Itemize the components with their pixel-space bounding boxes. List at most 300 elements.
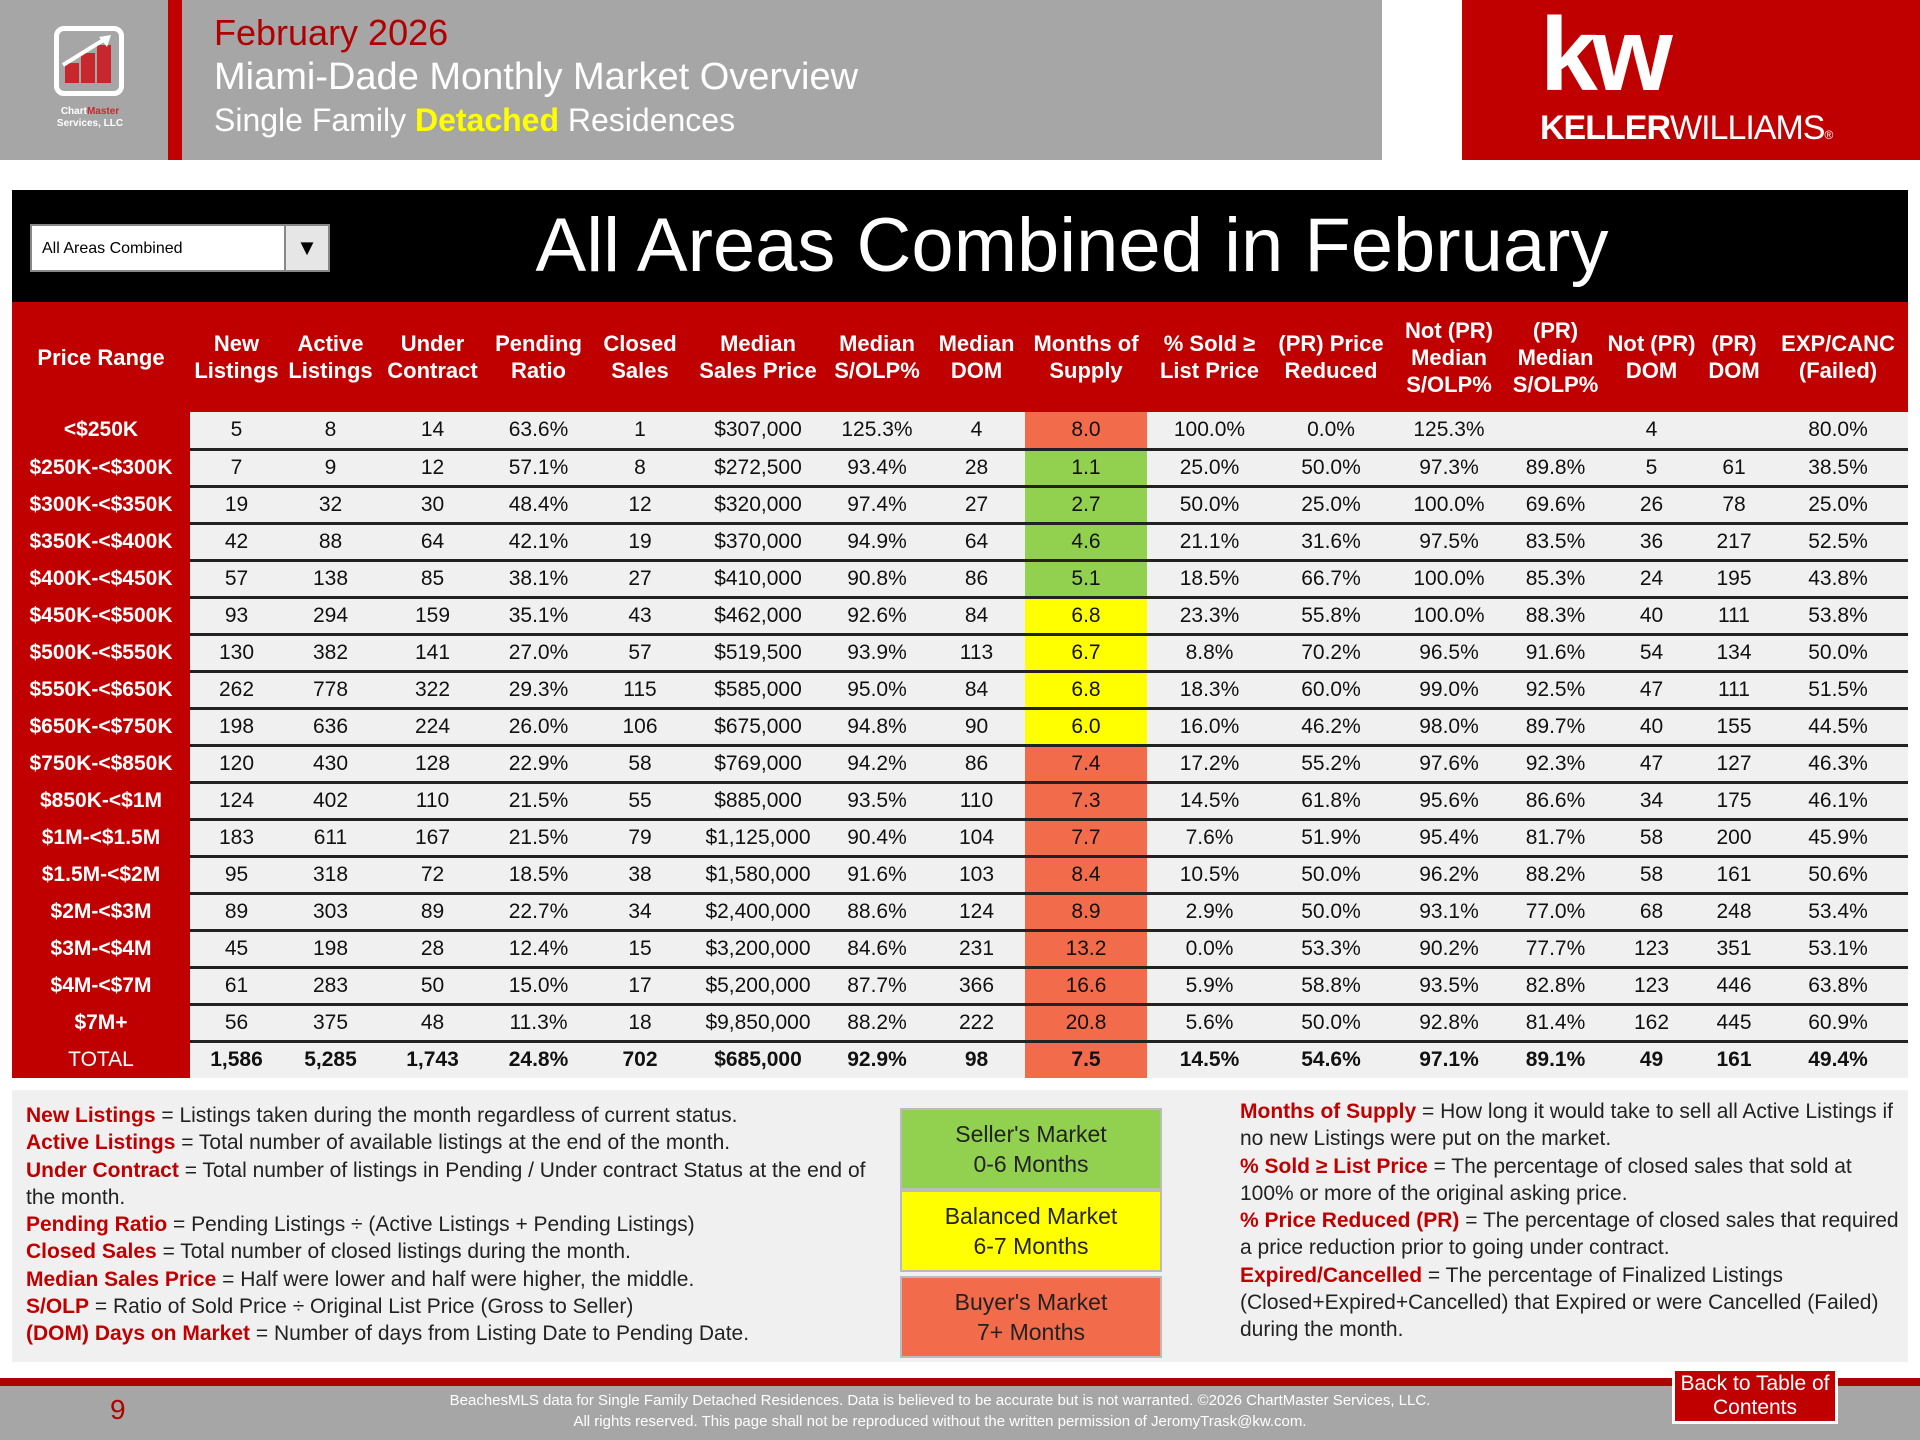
table-cell: 88 [283,523,378,560]
table-cell: 90 [928,708,1025,745]
column-header: New Listings [190,302,283,412]
table-cell: 61 [1700,449,1768,486]
table-cell: 38 [590,856,690,893]
definition-term: Active Listings [26,1131,176,1155]
table-cell: 84.6% [826,930,928,967]
definition-item [1240,1207,1900,1262]
price-range-cell: $650K-<$750K [12,708,190,745]
months-of-supply-cell: 5.1 [1025,560,1147,597]
table-cell: 5,285 [283,1041,378,1078]
table-cell: 93.5% [826,782,928,819]
table-cell: 94.2% [826,745,928,782]
table-cell: 134 [1700,634,1768,671]
table-cell: 52.5% [1768,523,1908,560]
price-range-cell: $300K-<$350K [12,486,190,523]
months-of-supply-cell: 7.7 [1025,819,1147,856]
price-range-cell: $250K-<$300K [12,449,190,486]
table-row [12,930,1908,967]
table-cell: $320,000 [690,486,826,523]
table-cell: 40 [1603,708,1700,745]
table-cell: 14.5% [1147,1041,1272,1078]
price-range-cell: $550K-<$650K [12,671,190,708]
definition-item [1240,1262,1900,1344]
table-cell: 57.1% [487,449,590,486]
definition-term: Closed Sales [26,1240,157,1264]
table-cell: 123 [1603,967,1700,1004]
table-cell: 159 [378,597,487,634]
table-cell: 97.1% [1390,1041,1508,1078]
table-cell: 92.5% [1508,671,1603,708]
chartmaster-logo [48,24,132,134]
table-cell: 72 [378,856,487,893]
header-divider [168,0,182,160]
table-cell: 24.8% [487,1041,590,1078]
table-cell: 45 [190,930,283,967]
table-cell: $272,500 [690,449,826,486]
table-cell: 60.0% [1272,671,1390,708]
table-cell: 50.0% [1272,856,1390,893]
table-cell: 15 [590,930,690,967]
table-cell: 88.6% [826,893,928,930]
table-cell: 22.7% [487,893,590,930]
months-of-supply-cell: 6.8 [1025,671,1147,708]
table-cell: 636 [283,708,378,745]
table-cell: 49 [1603,1041,1700,1078]
table-cell: 66.7% [1272,560,1390,597]
table-cell: 93.4% [826,449,928,486]
table-cell: 55 [590,782,690,819]
table-cell: 50.0% [1272,893,1390,930]
table-cell: 262 [190,671,283,708]
table-cell: 16.0% [1147,708,1272,745]
table-cell: 0.0% [1147,930,1272,967]
table-cell: 1,586 [190,1041,283,1078]
table-cell: 294 [283,597,378,634]
table-cell: 100.0% [1147,412,1272,449]
table-cell: 4 [928,412,1025,449]
table-cell: 26 [1603,486,1700,523]
definition-term: (DOM) Days on Market [26,1322,251,1346]
table-cell: 12 [378,449,487,486]
months-of-supply-cell: 13.2 [1025,930,1147,967]
table-cell: 198 [190,708,283,745]
table-cell: $2,400,000 [690,893,826,930]
definition-term: Median Sales Price [26,1267,217,1291]
table-cell: 104 [928,819,1025,856]
table-cell: 130 [190,634,283,671]
column-header: (PR) Price Reduced [1272,302,1390,412]
table-cell: 22.9% [487,745,590,782]
table-cell: 69.6% [1508,486,1603,523]
price-range-cell: $2M-<$3M [12,893,190,930]
table-cell: 48.4% [487,486,590,523]
table-row [12,523,1908,560]
table-cell: 32 [283,486,378,523]
table-cell: 53.8% [1768,597,1908,634]
table-row [12,449,1908,486]
table-cell: 366 [928,967,1025,1004]
table-cell: 27 [928,486,1025,523]
table-cell: 91.6% [1508,634,1603,671]
table-cell: 82.8% [1508,967,1603,1004]
table-row [12,893,1908,930]
sellers-market-key: Seller's Market 0-6 Months [900,1108,1162,1190]
table-cell: $885,000 [690,782,826,819]
definition-text: = Ratio of Sold Price ÷ Original List Price (Gross to Seller) [89,1295,634,1319]
table-cell: 63.8% [1768,967,1908,1004]
table-cell: 8 [590,449,690,486]
table-cell: 97.5% [1390,523,1508,560]
definition-item [26,1320,896,1347]
price-range-cell: $3M-<$4M [12,930,190,967]
table-cell: 18 [590,1004,690,1041]
definition-term: Expired/Cancelled [1240,1263,1423,1287]
months-of-supply-cell: 6.7 [1025,634,1147,671]
table-cell: 29.3% [487,671,590,708]
header-band [0,0,1382,160]
table-cell: 80.0% [1768,412,1908,449]
table-cell: 43 [590,597,690,634]
definition-text: = The percentage of Finalized Listings (Closed+Expired+Cancelled) that Expired or were Cancelled (Failed) during the month. [1240,1263,1879,1342]
table-cell: 155 [1700,708,1768,745]
table-cell: 15.0% [487,967,590,1004]
table-cell: 125.3% [1390,412,1508,449]
definition-term: S/OLP [26,1295,90,1319]
table-cell: 25.0% [1272,486,1390,523]
table-cell: $685,000 [690,1041,826,1078]
table-cell: 70.2% [1272,634,1390,671]
table-cell: 18.5% [487,856,590,893]
price-range-cell: $850K-<$1M [12,782,190,819]
table-cell: 95 [190,856,283,893]
table-cell: 9 [283,449,378,486]
table-cell: 90.2% [1390,930,1508,967]
trend-arrow-icon [61,33,117,67]
price-range-cell: $500K-<$550K [12,634,190,671]
table-row [12,671,1908,708]
table-cell: 89 [190,893,283,930]
area-select-dropdown[interactable] [30,224,330,272]
table-cell: 161 [1700,856,1768,893]
table-cell: 162 [1603,1004,1700,1041]
table-cell: 89 [378,893,487,930]
column-header: Under Contract [378,302,487,412]
table-cell: 103 [928,856,1025,893]
table-cell: 85 [378,560,487,597]
table-cell: 68 [1603,893,1700,930]
column-header: Active Listings [283,302,378,412]
table-cell: 61 [190,967,283,1004]
months-of-supply-cell: 2.7 [1025,486,1147,523]
table-cell: 100.0% [1390,597,1508,634]
table-cell: 60.9% [1768,1004,1908,1041]
table-cell: 11.3% [487,1004,590,1041]
table-cell: 43.8% [1768,560,1908,597]
table-cell: $9,850,000 [690,1004,826,1041]
chevron-down-icon[interactable]: ▼ [284,226,328,270]
table-cell: 5.6% [1147,1004,1272,1041]
panel-title: All Areas Combined in February [535,203,1609,288]
table-cell: 21.5% [487,819,590,856]
chart-icon [54,26,124,96]
price-range-cell: $350K-<$400K [12,523,190,560]
table-cell: 23.3% [1147,597,1272,634]
table-cell: 40 [1603,597,1700,634]
kw-mark: kw [1540,0,1667,113]
price-range-cell: $1M-<$1.5M [12,819,190,856]
table-cell: 53.4% [1768,893,1908,930]
months-of-supply-cell: 8.9 [1025,893,1147,930]
table-cell: 17 [590,967,690,1004]
table-cell: 19 [590,523,690,560]
column-header: % Sold ≥ List Price [1147,302,1272,412]
months-of-supply-cell: 8.4 [1025,856,1147,893]
table-cell: 34 [590,893,690,930]
table-cell: 110 [378,782,487,819]
table-cell: 8 [283,412,378,449]
table-cell: 95.4% [1390,819,1508,856]
table-cell: $307,000 [690,412,826,449]
price-range-cell: $1.5M-<$2M [12,856,190,893]
definition-term: % Sold ≥ List Price [1240,1154,1428,1178]
table-cell: 19 [190,486,283,523]
table-cell: 58 [590,745,690,782]
table-cell: 86 [928,745,1025,782]
table-cell: 92.8% [1390,1004,1508,1041]
table-cell: 28 [378,930,487,967]
table-cell: 50.0% [1768,634,1908,671]
definition-term: New Listings [26,1104,156,1127]
table-cell: 49.4% [1768,1041,1908,1078]
logo-text: ChartMaster Services, LLC [56,106,124,129]
table-cell: 81.4% [1508,1004,1603,1041]
months-of-supply-cell: 6.0 [1025,708,1147,745]
table-row [12,856,1908,893]
table-cell: 217 [1700,523,1768,560]
table-cell: 27.0% [487,634,590,671]
table-cell: 61.8% [1272,782,1390,819]
definition-text: = Total number of available listings at the end of the month. [175,1131,731,1155]
table-cell: 110 [928,782,1025,819]
table-cell: 89.1% [1508,1041,1603,1078]
table-cell: $519,500 [690,634,826,671]
column-header: Price Range [12,302,190,412]
table-cell: 93.1% [1390,893,1508,930]
table-cell: 47 [1603,745,1700,782]
table-cell: 127 [1700,745,1768,782]
kw-wordmark: KELLERWILLIAMS® [1540,109,1833,147]
price-range-cell: $4M-<$7M [12,967,190,1004]
table-cell: 123 [1603,930,1700,967]
table-cell: 18.5% [1147,560,1272,597]
table-cell: 25.0% [1768,486,1908,523]
price-range-cell: TOTAL [12,1041,190,1078]
column-header: Closed Sales [590,302,690,412]
table-cell: 17.2% [1147,745,1272,782]
table-cell: 84 [928,597,1025,634]
table-cell: 50 [378,967,487,1004]
months-of-supply-cell: 4.6 [1025,523,1147,560]
definition-text: = Total number of listings in Pending / Under contract Status at the end of the month. [26,1158,866,1209]
price-range-cell: $7M+ [12,1004,190,1041]
table-row [12,782,1908,819]
definition-term: Pending Ratio [26,1213,168,1237]
definition-text: = Total number of closed listings during the month. [156,1240,631,1264]
table-cell: 53.1% [1768,930,1908,967]
price-range-cell: $750K-<$850K [12,745,190,782]
table-cell: 34 [1603,782,1700,819]
table-cell: 382 [283,634,378,671]
table-cell: 81.7% [1508,819,1603,856]
definition-term: Months of Supply [1240,1100,1417,1123]
table-cell: 92.6% [826,597,928,634]
table-row [12,486,1908,523]
table-cell: 48 [378,1004,487,1041]
table-cell: $1,580,000 [690,856,826,893]
table-cell: 198 [283,930,378,967]
table-cell: 98 [928,1041,1025,1078]
table-cell: 53.3% [1272,930,1390,967]
report-month: February 2026 [214,12,449,53]
table-cell: 31.6% [1272,523,1390,560]
column-header: Months of Supply [1025,302,1147,412]
table-cell: 7 [190,449,283,486]
table-cell: 10.5% [1147,856,1272,893]
table-cell: 89.7% [1508,708,1603,745]
definition-text: = The percentage of closed sales that sold at 100% or more of the original asking price. [1240,1154,1852,1205]
table-cell: 92.3% [1508,745,1603,782]
table-cell: 18.3% [1147,671,1272,708]
table-cell: 125.3% [826,412,928,449]
buyers-market-key: Buyer's Market 7+ Months [900,1276,1162,1358]
table-cell: 5 [190,412,283,449]
table-cell: 54.6% [1272,1041,1390,1078]
table-cell: 95.0% [826,671,928,708]
definition-text: = How long it would take to sell all Active Listings if no new Listings were put on the market. [1240,1100,1893,1151]
table-cell: 12 [590,486,690,523]
table-cell: 111 [1700,671,1768,708]
legend-panel [12,1090,1908,1362]
definition-term: % Price Reduced (PR) [1240,1209,1460,1233]
table-cell: 96.2% [1390,856,1508,893]
price-range-cell: $400K-<$450K [12,560,190,597]
footer [0,1386,1920,1440]
table-cell: 64 [378,523,487,560]
table-cell: 100.0% [1390,486,1508,523]
table-cell: 100.0% [1390,560,1508,597]
definition-item [1240,1098,1900,1153]
table-row [12,745,1908,782]
table-cell: 50.6% [1768,856,1908,893]
table-cell: 46.2% [1272,708,1390,745]
table-cell: 778 [283,671,378,708]
definition-item [26,1157,896,1212]
panel-title-bar [12,190,1908,302]
table-cell: 42 [190,523,283,560]
table-row [12,967,1908,1004]
table-cell: 77.0% [1508,893,1603,930]
table-cell: 90.8% [826,560,928,597]
table-cell: 111 [1700,597,1768,634]
table-cell: 36 [1603,523,1700,560]
table-cell: 46.1% [1768,782,1908,819]
months-of-supply-cell: 7.4 [1025,745,1147,782]
table-cell: 1 [590,412,690,449]
table-cell: 99.0% [1390,671,1508,708]
table-cell: 25.0% [1147,449,1272,486]
definition-item [26,1293,896,1320]
table-cell: 231 [928,930,1025,967]
footer-divider [0,1378,1920,1386]
page-number: 9 [110,1394,126,1425]
table-cell: 113 [928,634,1025,671]
table-cell: 85.3% [1508,560,1603,597]
back-to-toc-button[interactable]: Back to Table of Contents [1672,1368,1838,1424]
column-header: (PR) DOM [1700,302,1768,412]
column-header: Median S/OLP% [826,302,928,412]
table-cell: 58 [1603,856,1700,893]
table-cell: 38.5% [1768,449,1908,486]
table-cell: 51.5% [1768,671,1908,708]
table-cell: 94.8% [826,708,928,745]
table-cell: $585,000 [690,671,826,708]
table-cell: 35.1% [487,597,590,634]
table-cell: 50.0% [1147,486,1272,523]
months-of-supply-cell: 16.6 [1025,967,1147,1004]
definition-item [26,1238,896,1265]
table-cell: 702 [590,1041,690,1078]
table-cell: 45.9% [1768,819,1908,856]
table-cell: 141 [378,634,487,671]
table-cell: 83.5% [1508,523,1603,560]
area-select-value: All Areas Combined [42,240,183,257]
table-cell: 4 [1603,412,1700,449]
definition-text: = The percentage of closed sales that required a price reduction prior to going under contract. [1240,1209,1899,1260]
table-cell: 124 [190,782,283,819]
column-header: Pending Ratio [487,302,590,412]
definitions-right [1240,1098,1900,1344]
table-row [12,819,1908,856]
table-cell: 63.6% [487,412,590,449]
table-cell: 175 [1700,782,1768,819]
table-cell: 318 [283,856,378,893]
table-cell: 167 [378,819,487,856]
table-cell: 91.6% [826,856,928,893]
report-subtitle: Single Family Detached Residences [214,102,736,138]
table-cell: 50.0% [1272,449,1390,486]
definition-item [26,1129,896,1156]
table-cell: 222 [928,1004,1025,1041]
table-cell: 446 [1700,967,1768,1004]
table-cell: 0.0% [1272,412,1390,449]
table-cell: 611 [283,819,378,856]
table-cell: 89.8% [1508,449,1603,486]
table-cell: 375 [283,1004,378,1041]
table-cell: 30 [378,486,487,523]
table-row [12,412,1908,449]
table-cell: 14.5% [1147,782,1272,819]
table-cell: 430 [283,745,378,782]
table-cell: 84 [928,671,1025,708]
table-cell: 98.0% [1390,708,1508,745]
table-cell: $5,200,000 [690,967,826,1004]
table-cell: 57 [190,560,283,597]
months-of-supply-cell: 7.5 [1025,1041,1147,1078]
table-cell: 57 [590,634,690,671]
definition-item [26,1102,896,1129]
table-cell: 55.2% [1272,745,1390,782]
definition-item [1240,1153,1900,1208]
